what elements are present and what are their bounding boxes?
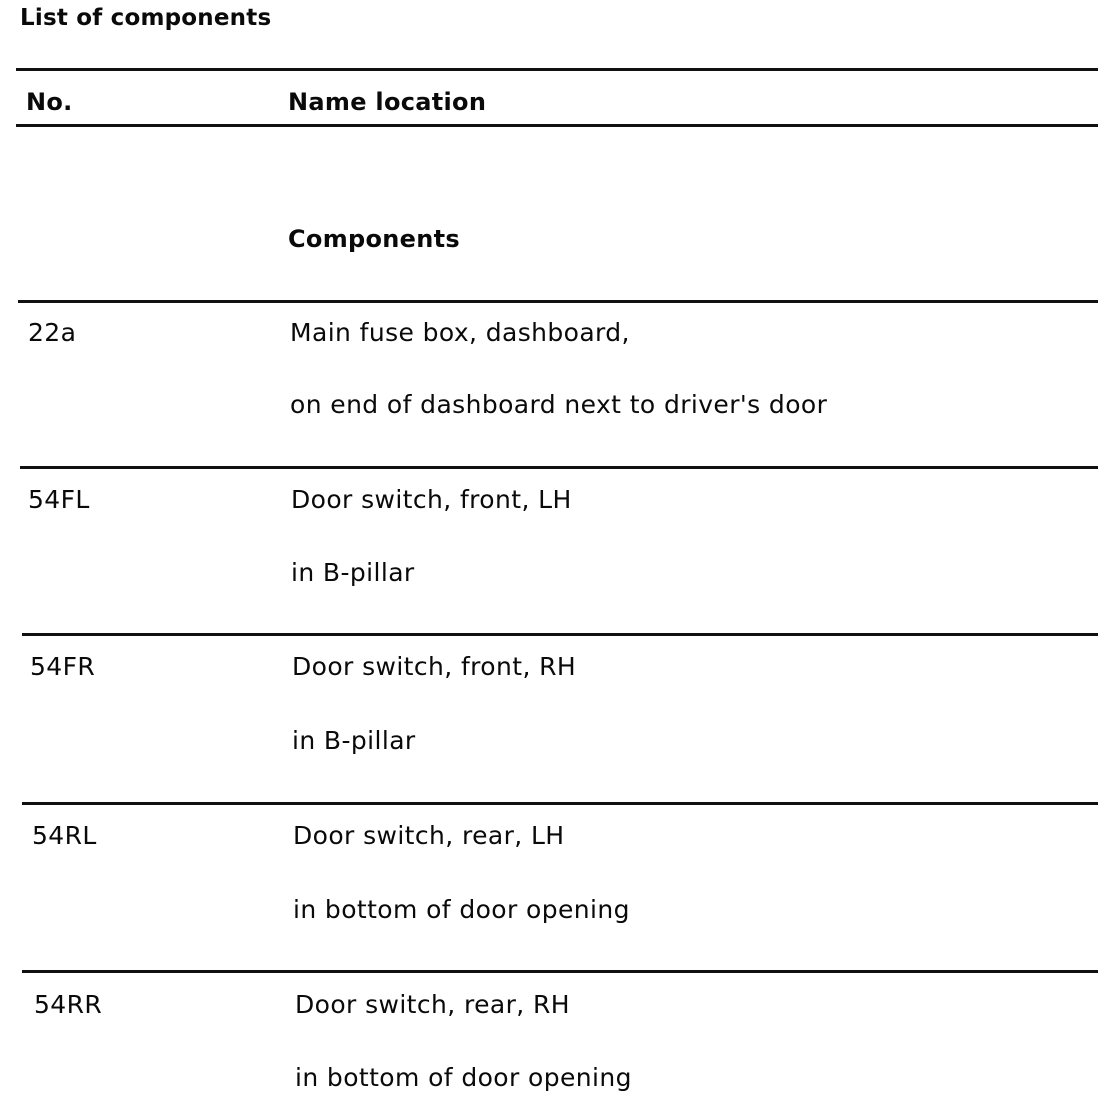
row-number: 54RL — [32, 821, 97, 850]
row-number: 54RR — [34, 990, 103, 1019]
row-location: in B-pillar — [291, 558, 415, 587]
row-rule — [20, 466, 1098, 469]
row-rule — [22, 633, 1098, 636]
row-location: in B-pillar — [292, 726, 416, 755]
row-name: Door switch, front, RH — [292, 652, 577, 681]
row-name: Main fuse box, dashboard, — [290, 318, 630, 347]
row-rule — [22, 970, 1098, 973]
table-top-rule — [16, 68, 1098, 71]
header-bottom-rule — [16, 124, 1098, 127]
row-number: 22a — [28, 318, 77, 347]
section-rule — [18, 300, 1098, 303]
row-name: Door switch, front, LH — [291, 485, 572, 514]
row-location: on end of dashboard next to driver's door — [290, 390, 828, 419]
row-location: in bottom of door opening — [295, 1063, 632, 1092]
row-location: in bottom of door opening — [293, 895, 630, 924]
page-title: List of components — [20, 5, 272, 31]
column-header-no: No. — [26, 88, 73, 116]
row-number: 54FR — [30, 652, 96, 681]
column-header-name-location: Name location — [288, 88, 487, 116]
row-name: Door switch, rear, LH — [293, 821, 565, 850]
row-name: Door switch, rear, RH — [295, 990, 570, 1019]
row-rule — [22, 802, 1098, 805]
row-number: 54FL — [28, 485, 90, 514]
section-label: Components — [288, 225, 460, 253]
